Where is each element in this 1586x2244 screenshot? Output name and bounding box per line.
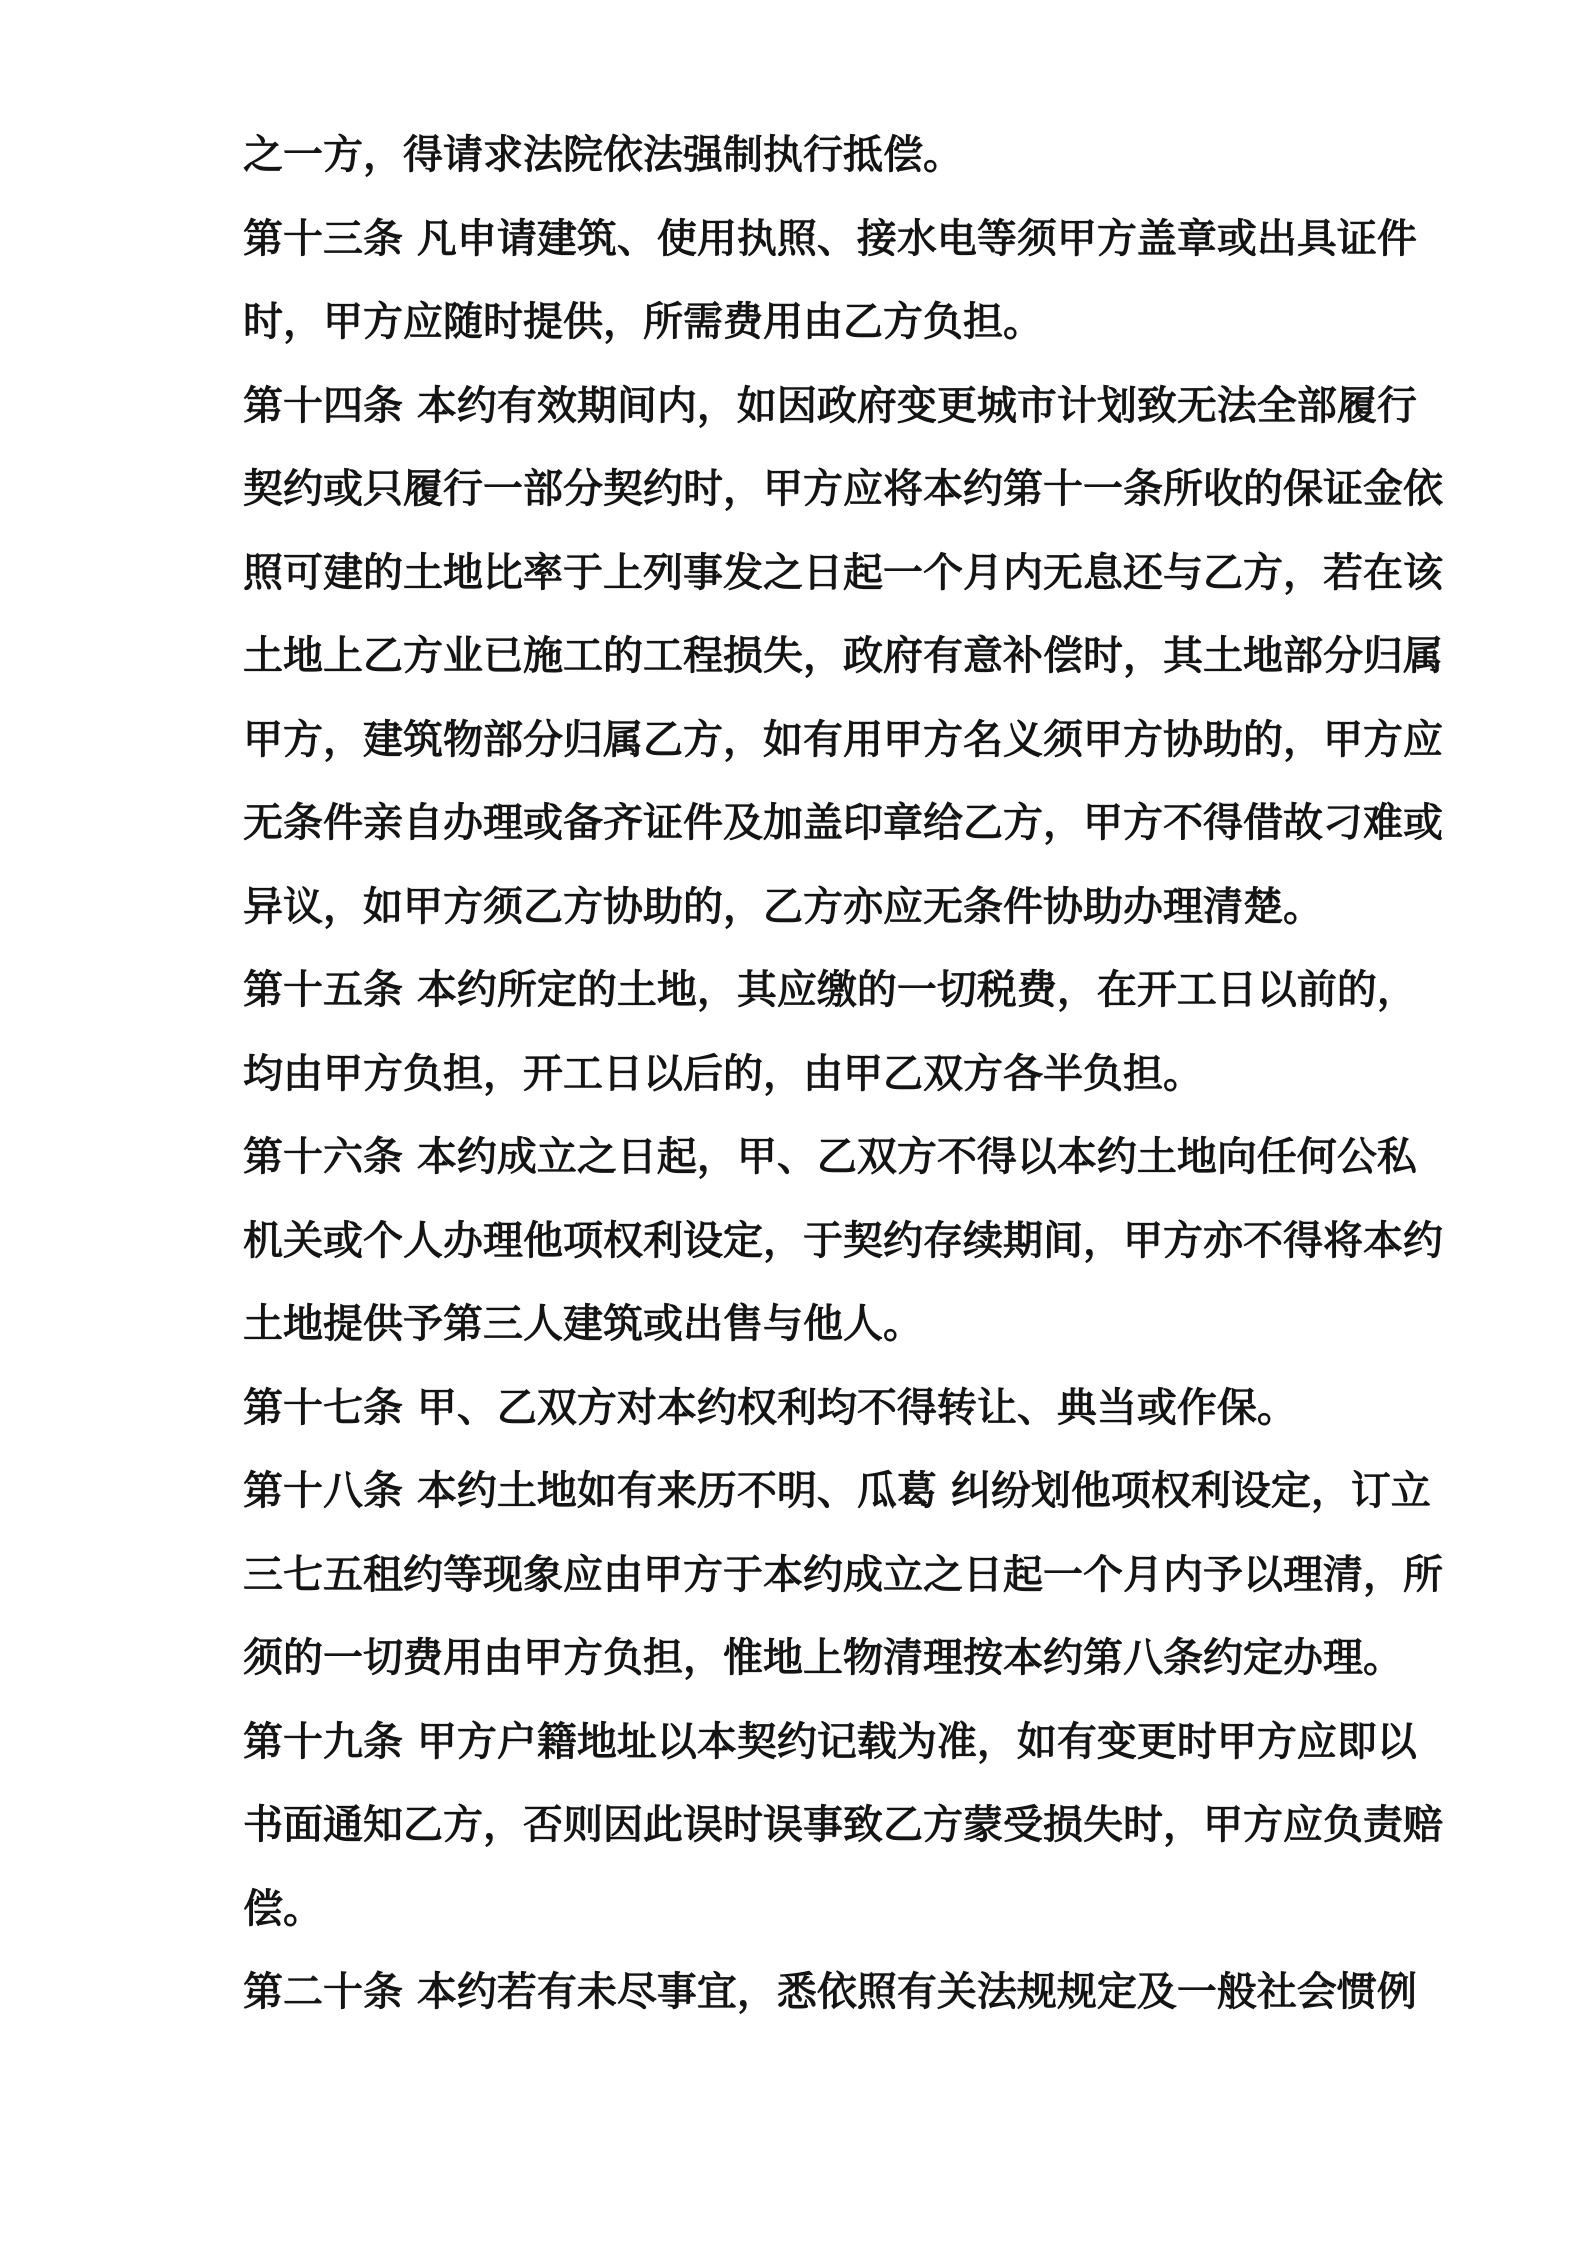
text-line: 第十五条 本约所定的土地，其应缴的一切税费，在开工日以前的，: [243, 967, 1417, 1013]
text-line: 第十九条 甲方户籍地址以本契约记载为准，如有变更时甲方应即以: [243, 1718, 1417, 1765]
text-line: 三七五租约等现象应由甲方于本约成立之日起一个月内予以理清，所: [243, 1551, 1443, 1598]
text-line: 时，甲方应随时提供，所需费用由乙方负担。: [243, 299, 1043, 345]
text-line: 契约或只履行一部分契约时，甲方应将本约第十一条所收的保证金依: [243, 466, 1443, 512]
text-line: 之一方，得请求法院依法强制执行抵偿。: [243, 132, 963, 178]
text-line: 土地上乙方业已施工的工程损失，政府有意补偿时，其土地部分归属: [243, 633, 1443, 679]
text-line: 偿。: [243, 1885, 323, 1932]
text-line: 异议，如甲方须乙方协助的，乙方亦应无条件协助办理清楚。: [243, 883, 1323, 930]
text-line: 土地提供予第三人建筑或出售与他人。: [243, 1301, 923, 1347]
text-line: 书面通知乙方，否则因此误时误事致乙方蒙受损失时，甲方应负责赔: [243, 1802, 1443, 1848]
document-page: [243, 125, 1443, 2046]
text-line: 均由甲方负担，开工日以后的，由甲乙双方各半负担。: [243, 1050, 1203, 1097]
text-line: 第十七条 甲、乙双方对本约权利均不得转让、典当或作保。: [243, 1384, 1297, 1431]
text-line: 甲方，建筑物部分归属乙方，如有用甲方名义须甲方协助的，甲方应: [243, 716, 1443, 763]
text-line: 第二十条 本约若有未尽事宜，悉依照有关法规规定及一般社会惯例: [243, 1969, 1417, 2015]
text-line: 第十六条 本约成立之日起，甲、乙双方不得以本约土地向任何公私: [243, 1134, 1417, 1180]
text-line: 机关或个人办理他项权利设定，于契约存续期间，甲方亦不得将本约: [243, 1217, 1443, 1264]
text-line: 第十四条 本约有效期间内，如因政府变更城市计划致无法全部履行: [243, 382, 1417, 429]
text-line: 须的一切费用由甲方负担，惟地上物清理按本约第八条约定办理。: [243, 1635, 1403, 1681]
text-line: 第十三条 凡申请建筑、使用执照、接水电等须甲方盖章或出具证件: [243, 215, 1417, 262]
text-line: 无条件亲自办理或备齐证件及加盖印章给乙方，甲方不得借故刁难或: [243, 800, 1443, 846]
text-line: 照可建的土地比率于上列事发之日起一个月内无息还与乙方，若在该: [243, 549, 1443, 596]
text-line: 第十八条 本约土地如有来历不明、瓜葛 纠纷划他项权利设定，订立: [243, 1468, 1431, 1514]
